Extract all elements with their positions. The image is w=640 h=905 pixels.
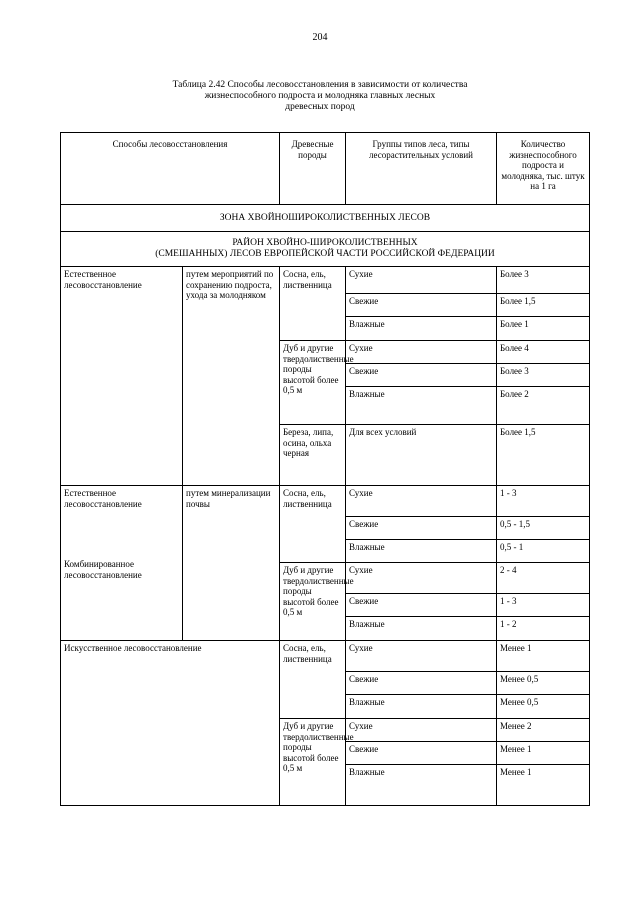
caption-line: Таблица 2.42 Способы лесовосстановления в зависимости от количества bbox=[172, 80, 468, 90]
species-cell: Дуб и другие твердолиственные породы высотой более 0,5 м bbox=[280, 563, 346, 641]
table-row bbox=[61, 267, 590, 294]
condition-cell: Влажные bbox=[346, 317, 497, 341]
condition-cell: Свежие bbox=[346, 672, 497, 695]
species-cell: Береза, липа, осина, ольха черная bbox=[280, 425, 346, 486]
condition-cell: Свежие bbox=[346, 594, 497, 617]
condition-cell: Влажные bbox=[346, 765, 497, 806]
reforestation-table bbox=[60, 132, 590, 806]
method-cell bbox=[61, 486, 183, 641]
condition-cell: Сухие bbox=[346, 641, 497, 672]
value-cell: Менее 0,5 bbox=[497, 695, 590, 719]
condition-cell: Для всех условий bbox=[346, 425, 497, 486]
condition-cell: Влажные bbox=[346, 617, 497, 641]
condition-cell: Влажные bbox=[346, 387, 497, 425]
condition-cell: Сухие bbox=[346, 486, 497, 517]
species-cell: Сосна, ель, лиственница bbox=[280, 267, 346, 341]
value-cell: 0,5 - 1,5 bbox=[497, 517, 590, 540]
caption-line: древесных пород bbox=[285, 102, 355, 112]
region-line: РАЙОН ХВОЙНО-ШИРОКОЛИСТВЕННЫХ bbox=[232, 238, 418, 248]
condition-cell: Свежие bbox=[346, 742, 497, 765]
value-cell: 0,5 - 1 bbox=[497, 540, 590, 563]
value-cell: Более 1 bbox=[497, 317, 590, 341]
header-count: Количество жизнеспособного подроста и молодняка, тыс. штук на 1 га bbox=[497, 133, 590, 205]
sub-method-cell: путем минерализации почвы bbox=[183, 486, 280, 641]
species-cell: Сосна, ель, лиственница bbox=[280, 486, 346, 563]
region-title bbox=[61, 232, 590, 267]
header-species: Древесные породы bbox=[280, 133, 346, 205]
condition-cell: Свежие bbox=[346, 364, 497, 387]
value-cell: Менее 2 bbox=[497, 719, 590, 742]
condition-cell: Влажные bbox=[346, 540, 497, 563]
value-cell: Менее 0,5 bbox=[497, 672, 590, 695]
condition-cell: Влажные bbox=[346, 695, 497, 719]
zone-row bbox=[61, 205, 590, 232]
value-cell: Более 2 bbox=[497, 387, 590, 425]
value-cell: Более 4 bbox=[497, 341, 590, 364]
value-cell: Более 1,5 bbox=[497, 425, 590, 486]
value-cell: 1 - 3 bbox=[497, 594, 590, 617]
region-row bbox=[61, 232, 590, 267]
condition-cell: Свежие bbox=[346, 517, 497, 540]
header-methods: Способы лесовосстановления bbox=[61, 133, 280, 205]
condition-cell: Сухие bbox=[346, 719, 497, 742]
method-natural-label: Естественное лесовосстановление bbox=[64, 488, 142, 509]
table-row bbox=[61, 486, 590, 517]
condition-cell: Свежие bbox=[346, 294, 497, 317]
value-cell: 1 - 3 bbox=[497, 486, 590, 517]
species-cell: Сосна, ель, лиственница bbox=[280, 641, 346, 719]
species-cell: Дуб и другие твердолиственные породы высотой более 0,5 м bbox=[280, 341, 346, 425]
header-row bbox=[61, 133, 590, 205]
value-cell: Менее 1 bbox=[497, 641, 590, 672]
condition-cell: Сухие bbox=[346, 563, 497, 594]
method-combined-label: Комбинированное лесовосстановление bbox=[64, 559, 142, 580]
table-caption bbox=[0, 80, 640, 113]
header-groups: Группы типов леса, типы лесорастительных условий bbox=[346, 133, 497, 205]
zone-title: ЗОНА ХВОЙНОШИРОКОЛИСТВЕННЫХ ЛЕСОВ bbox=[61, 205, 590, 232]
value-cell: Более 1,5 bbox=[497, 294, 590, 317]
value-cell: 1 - 2 bbox=[497, 617, 590, 641]
value-cell: Более 3 bbox=[497, 364, 590, 387]
value-cell: Менее 1 bbox=[497, 765, 590, 806]
region-line: (СМЕШАННЫХ) ЛЕСОВ ЕВРОПЕЙСКОЙ ЧАСТИ РОССИЙСКОЙ ФЕДЕРАЦИИ bbox=[155, 249, 495, 259]
method-cell: Естественное лесовосстановление bbox=[61, 267, 183, 486]
condition-cell: Сухие bbox=[346, 341, 497, 364]
table-row bbox=[61, 641, 590, 672]
value-cell: Менее 1 bbox=[497, 742, 590, 765]
sub-method-cell: путем мероприятий по сохранению подроста, ухода за молодняком bbox=[183, 267, 280, 486]
species-cell: Дуб и другие твердолиственные породы высотой более 0,5 м bbox=[280, 719, 346, 806]
page-number: 204 bbox=[312, 32, 328, 43]
caption-line: жизнеспособного подроста и молодняка главных лесных bbox=[204, 91, 436, 101]
method-cell: Искусственное лесовосстановление bbox=[61, 641, 280, 806]
value-cell: 2 - 4 bbox=[497, 563, 590, 594]
condition-cell: Сухие bbox=[346, 267, 497, 294]
value-cell: Более 3 bbox=[497, 267, 590, 294]
